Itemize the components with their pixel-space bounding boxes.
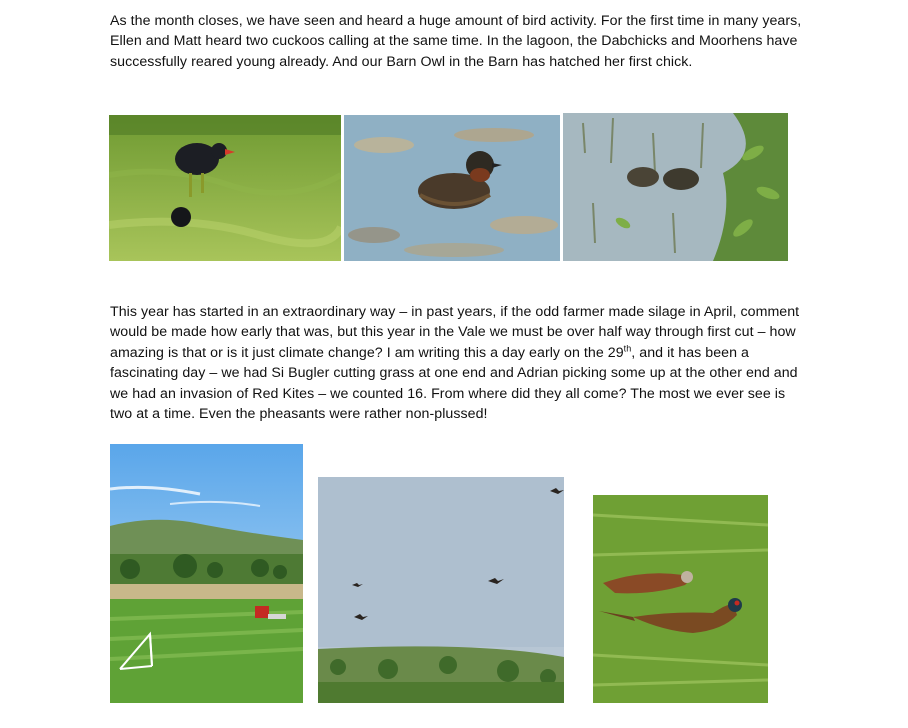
field-mowing-photo — [110, 444, 303, 703]
kite-and-pheasant-photo — [593, 495, 768, 703]
silage-text-part1: This year has started in an extraordinary way – in past years, if the odd farmer made silage in April, comment would be made how early that was, but this year in the Vale we must be over half way through first cut – how amazing is that or is it just climate change? I am writing this a day early on the 29 — [110, 304, 800, 361]
ordinal-suffix: th — [623, 343, 632, 354]
silage-paragraph — [110, 302, 802, 424]
silage-text-part2: , and it has been a fascinating day – we had Si Bugler cutting grass at one end and Adrian picking some up at the other end and we had an invasion of Red Kites – we counted 16. From where did they all come? The most we ever see is two at a time. Even the pheasants were rather non-plussed! — [110, 344, 798, 423]
red-kites-sky-photo — [318, 477, 564, 703]
ducklings-photo — [563, 113, 788, 261]
intro-paragraph: As the month closes, we have seen and heard a huge amount of bird activity. For the first time in many years, Ellen and Matt heard two cuckoos calling at the same time. In the lagoon, the Dabchicks and Moorhens have successfully reared young already. And our Barn Owl in the Barn has hatched her first chick. — [110, 13, 802, 70]
moorhen-photo — [109, 115, 341, 261]
dabchick-photo — [344, 115, 560, 261]
